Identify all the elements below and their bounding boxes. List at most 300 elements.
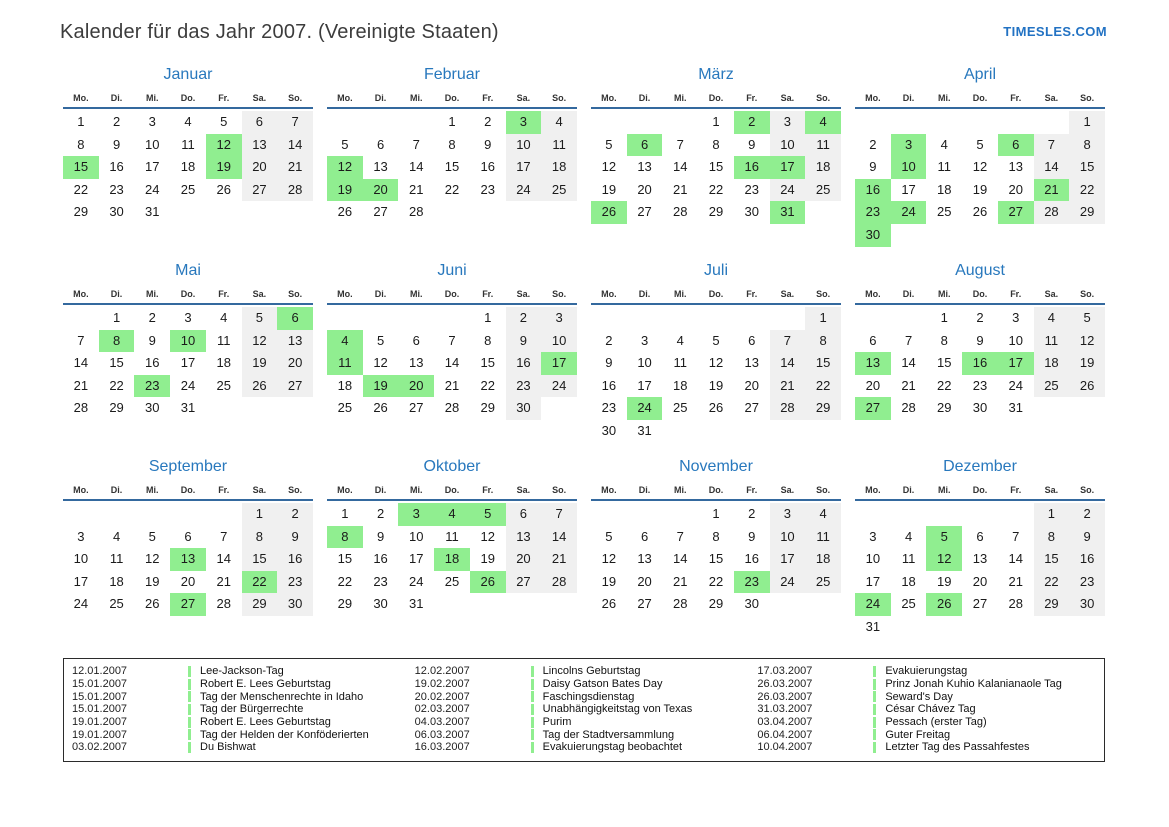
day-cell: 15 [937,355,952,371]
legend-entry [72,690,415,703]
day-cell: 29 [1069,201,1105,224]
day-cell: 19 [601,573,617,589]
legend-date: 03.04.2007 [757,716,813,729]
day-cell: 12 [601,159,617,175]
month-days-grid [327,503,577,616]
day-cell: 28 [409,204,424,220]
weekday-header-row [591,289,841,303]
day-cell: 14 [277,134,313,157]
day-cell-holiday: 23 [134,375,170,398]
month-days-grid [63,503,313,616]
legend-holiday-name: Robert E. Lees Geburtstag [200,716,331,729]
day-cell-holiday: 20 [363,179,399,202]
day-cell: 14 [673,159,688,175]
month-title: Juli [703,262,728,279]
weekday-label: Mi. [410,485,423,495]
day-cell: 11 [673,355,688,371]
weekday-label: Sa. [780,485,795,495]
legend-entry [757,703,1100,716]
day-cell-holiday: 27 [855,397,891,420]
weekday-header-row [855,289,1105,303]
holiday-marker-icon [531,679,534,690]
weekday-label: Mo. [865,289,881,299]
day-cell: 28 [901,400,916,416]
empty-cell [206,503,242,526]
day-cell: 5 [148,528,156,544]
empty-cell [63,307,99,330]
day-cell: 15 [109,355,124,371]
day-cell: 7 [277,111,313,134]
weekday-label: Fr. [1010,485,1022,495]
day-cell: 18 [901,573,916,589]
day-cell-holiday: 20 [398,375,434,398]
day-cell: 1 [77,114,85,129]
weekday-label: So. [552,485,567,495]
day-cell: 14 [444,355,460,371]
day-cell: 7 [676,136,684,152]
legend-entry [72,741,415,754]
day-cell: 19 [480,551,495,567]
legend-entry [72,678,415,691]
weekday-label: Do. [180,485,196,495]
empty-cell [627,307,663,330]
day-cell: 28 [673,204,688,220]
weekday-label: Di. [902,93,915,103]
month-rule [63,107,313,109]
day-cell: 28 [673,596,688,612]
day-cell-holiday: 10 [891,156,927,179]
weekday-label: Mo. [337,289,353,299]
holiday-marker-icon [531,729,534,740]
day-cell-holiday: 8 [99,330,135,353]
day-cell: 21 [277,156,313,179]
month-rule [591,107,841,109]
holiday-marker-icon [188,729,191,740]
day-cell-holiday: 12 [206,134,242,157]
day-cell: 15 [480,355,495,371]
day-cell: 30 [277,593,313,616]
day-cell: 15 [805,352,841,375]
day-cell: 23 [744,181,759,197]
legend-holiday-name: Letzter Tag des Passahfestes [885,741,1030,754]
month-title: September [148,458,228,475]
day-cell-holiday: 24 [855,593,891,616]
legend-holiday-name: Evakuierungstag [885,665,968,678]
empty-cell [398,111,434,134]
day-cell: 13 [277,330,313,353]
legend-holiday-name: Purim [542,716,572,729]
day-cell-holiday: 27 [998,201,1034,224]
day-cell: 27 [744,400,759,416]
weekday-label: Mo. [73,485,89,495]
day-cell-holiday: 16 [734,156,770,179]
day-cell: 20 [637,181,652,197]
day-cell: 5 [242,307,278,330]
weekday-header-row [327,93,577,107]
day-cell: 15 [1034,548,1070,571]
page-title: Kalender für das Jahr 2007. (Vereinigte Staaten) [60,21,499,43]
day-cell-holiday: 4 [434,503,470,526]
day-cell-holiday: 2 [734,111,770,134]
day-cell: 20 [180,573,196,589]
day-cell: 17 [637,377,652,393]
legend-holiday-name: Unabhängigkeitstag von Texas [542,703,693,716]
day-cell: 14 [901,355,916,371]
empty-cell [962,111,998,134]
weekday-label: Mi. [938,93,951,103]
weekday-header-row [63,93,313,107]
holiday-marker-icon [873,742,876,753]
empty-cell [662,111,698,134]
legend-date: 31.03.2007 [757,703,813,716]
weekday-label: Do. [444,93,460,103]
weekday-label: Mo. [601,485,617,495]
day-cell: 19 [1069,352,1105,375]
day-cell-holiday: 21 [1034,179,1070,202]
day-cell: 23 [972,377,988,393]
weekday-label: Mo. [337,485,353,495]
weekday-label: So. [816,485,831,495]
day-cell: 14 [409,159,424,175]
month-rule [63,303,313,305]
empty-cell [998,111,1034,134]
weekday-label: Di. [902,289,915,299]
day-cell: 22 [73,181,89,197]
weekday-label: Sa. [780,93,795,103]
day-cell-holiday: 26 [591,201,627,224]
weekday-label: Sa. [252,93,267,103]
weekday-label: Mo. [73,289,89,299]
day-cell: 7 [676,528,684,544]
day-cell: 5 [341,136,349,152]
day-cell: 1 [448,114,456,129]
weekday-header-row [327,485,577,499]
empty-cell [170,503,206,526]
day-cell: 14 [216,551,231,567]
holiday-marker-icon [188,679,191,690]
legend-holiday-name: Guter Freitag [885,728,951,741]
weekday-header-row [591,485,841,499]
day-cell: 20 [744,377,759,393]
day-cell-holiday: 17 [541,352,577,375]
day-cell: 29 [337,596,353,612]
day-cell: 19 [601,181,617,197]
month-days-grid [63,307,313,420]
day-cell: 21 [409,181,424,197]
day-cell: 27 [277,375,313,398]
day-cell: 20 [637,573,652,589]
month-title: November [679,458,753,475]
day-cell: 22 [109,377,124,393]
weekday-label: Sa. [780,289,795,299]
day-cell: 8 [940,332,948,348]
weekday-label: Sa. [252,289,267,299]
day-cell: 29 [805,397,841,420]
day-cell: 7 [412,136,420,152]
day-cell-holiday: 17 [770,156,806,179]
legend-holiday-name: Du Bishwat [200,741,256,754]
empty-cell [398,307,434,330]
day-cell: 10 [145,136,160,152]
day-cell: 14 [673,551,688,567]
day-cell-holiday: 26 [926,593,962,616]
legend-date: 15.01.2007 [72,690,128,703]
weekday-header-row [855,93,1105,107]
empty-cell [698,307,734,330]
day-cell: 9 [484,136,492,152]
day-cell: 15 [337,551,353,567]
day-cell: 8 [1069,134,1105,157]
day-cell: 17 [73,573,89,589]
day-cell: 19 [972,181,988,197]
month-block [327,66,577,224]
day-cell-holiday: 26 [470,571,506,594]
day-cell: 11 [1034,330,1070,353]
day-cell: 3 [541,307,577,330]
month-days-grid [327,111,577,224]
brand-link[interactable]: TIMESLES.COM [1003,24,1107,39]
legend-holiday-name: Pessach (erster Tag) [885,716,987,729]
day-cell: 22 [805,375,841,398]
day-cell: 12 [145,551,160,567]
weekday-label: Fr. [218,93,230,103]
day-cell: 17 [865,573,881,589]
day-cell: 1 [1034,503,1070,526]
month-block [63,262,313,420]
weekday-label: Mi. [146,485,159,495]
day-cell: 13 [409,355,424,371]
day-cell: 8 [242,526,278,549]
day-cell: 27 [409,400,424,416]
legend-holiday-name: Faschingsdienstag [542,690,635,703]
empty-cell [734,307,770,330]
legend-entry [72,716,415,729]
day-cell: 29 [109,400,124,416]
weekday-label: So. [552,289,567,299]
empty-cell [926,111,962,134]
day-cell: 18 [337,377,353,393]
day-cell: 23 [373,573,388,589]
weekday-label: Do. [708,93,724,103]
weekday-label: Do. [972,93,988,103]
weekday-label: Mi. [674,485,687,495]
legend-date: 15.01.2007 [72,678,128,691]
day-cell: 25 [541,179,577,202]
day-cell: 29 [937,400,952,416]
day-cell: 13 [373,159,388,175]
day-cell: 18 [541,156,577,179]
month-title: Januar [163,66,213,83]
weekday-label: Fr. [482,289,494,299]
day-cell-holiday: 12 [926,548,962,571]
empty-cell [99,503,135,526]
month-rule [591,499,841,501]
day-cell: 21 [1008,573,1023,589]
legend-entry [757,741,1100,754]
legend-holiday-name: Prinz Jonah Kuhio Kalanianaole Tag [885,678,1062,691]
legend-entry [757,690,1100,703]
day-cell: 16 [373,551,388,567]
weekday-label: Mi. [146,93,159,103]
day-cell: 15 [708,551,724,567]
month-rule [855,107,1105,109]
legend-entry [415,728,758,741]
day-cell: 1 [112,310,121,325]
legend-holiday-name: Evakuierungstag beobachtet [542,741,683,754]
day-cell: 4 [184,114,192,129]
day-cell: 11 [445,528,459,544]
legend-date: 20.02.2007 [414,690,470,703]
legend-column [757,665,1100,754]
day-cell: 10 [770,134,806,157]
legend-holiday-name: Robert E. Lees Geburtstag [200,678,331,691]
legend-date: 17.03.2007 [757,665,813,678]
day-cell: 11 [181,136,195,152]
day-cell-holiday: 12 [327,156,363,179]
weekday-label: So. [1080,485,1095,495]
empty-cell [662,307,698,330]
day-cell: 8 [712,136,720,152]
day-cell: 18 [673,377,688,393]
day-cell: 2 [484,114,492,129]
day-cell: 25 [444,573,460,589]
weekday-label: Di. [110,485,123,495]
day-cell: 30 [145,400,160,416]
day-cell-holiday: 30 [855,224,891,247]
weekday-label: Fr. [746,289,758,299]
month-block [855,66,1105,247]
month-block [327,458,577,616]
day-cell: 11 [216,332,231,348]
day-cell: 18 [805,548,841,571]
month-title: Mai [175,262,201,279]
empty-cell [327,307,363,330]
day-cell: 1 [242,503,278,526]
day-cell: 7 [1034,134,1070,157]
legend-entry [757,678,1100,691]
day-cell-holiday: 5 [926,526,962,549]
day-cell: 16 [480,159,495,175]
day-cell: 16 [601,377,617,393]
day-cell: 23 [1069,571,1105,594]
day-cell: 25 [673,400,688,416]
month-block [855,458,1105,639]
day-cell: 5 [976,136,984,152]
day-cell: 22 [708,181,724,197]
empty-cell [998,503,1034,526]
weekday-label: Fr. [1010,93,1022,103]
day-cell: 31 [865,618,881,634]
month-days-grid [327,307,577,420]
day-cell: 6 [184,528,192,544]
day-cell: 9 [277,526,313,549]
weekday-label: Fr. [746,93,758,103]
empty-cell [662,503,698,526]
day-cell: 10 [637,355,652,371]
day-cell: 27 [972,596,988,612]
day-cell: 28 [216,596,231,612]
legend-holiday-name: César Chávez Tag [885,703,976,716]
day-cell-holiday: 8 [327,526,363,549]
day-cell: 30 [744,596,759,612]
holiday-marker-icon [873,729,876,740]
day-cell: 7 [77,332,85,348]
day-cell: 20 [972,573,988,589]
weekday-label: Sa. [252,485,267,495]
weekday-label: Mo. [865,485,881,495]
day-cell: 26 [972,204,988,220]
day-cell: 23 [601,400,617,416]
day-cell: 4 [1034,307,1070,330]
weekday-label: Di. [374,289,387,299]
day-cell: 29 [73,204,89,220]
day-cell-holiday: 4 [805,111,841,134]
day-cell: 5 [605,136,613,152]
month-title: August [955,262,1005,279]
day-cell: 18 [216,355,231,371]
day-cell: 21 [673,181,688,197]
day-cell: 9 [748,136,756,152]
day-cell: 27 [506,571,542,594]
day-cell: 4 [220,310,228,325]
day-cell: 1 [1069,111,1105,134]
weekday-label: So. [1080,289,1095,299]
day-cell: 22 [480,377,495,393]
day-cell: 17 [145,159,160,175]
empty-cell [363,307,399,330]
day-cell: 25 [180,181,196,197]
weekday-label: Mo. [601,289,617,299]
day-cell: 6 [242,111,278,134]
day-cell: 24 [180,377,196,393]
day-cell: 19 [937,573,952,589]
day-cell: 24 [541,375,577,398]
day-cell: 21 [73,377,89,393]
weekday-label: Mi. [410,93,423,103]
legend-date: 10.04.2007 [757,741,813,754]
day-cell: 4 [940,136,948,152]
legend-date: 06.03.2007 [414,728,470,741]
month-rule [591,303,841,305]
day-cell: 24 [145,181,160,197]
legend-date: 19.01.2007 [72,716,128,729]
legend-holiday-name: Tag der Helden der Konföderierten [200,728,369,741]
weekday-label: Di. [374,485,387,495]
day-cell: 18 [180,159,196,175]
month-title: Februar [423,66,481,83]
weekday-label: So. [816,93,831,103]
day-cell: 7 [220,528,228,544]
month-rule [855,499,1105,501]
day-cell: 10 [865,551,881,567]
weekday-label: Do. [444,289,460,299]
day-cell: 14 [1034,156,1070,179]
legend-entry [415,665,758,678]
weekday-label: Do. [708,485,724,495]
weekday-label: Mo. [73,93,89,103]
day-cell: 22 [708,573,724,589]
day-cell: 23 [506,375,542,398]
day-cell: 7 [448,332,456,348]
day-cell: 21 [541,548,577,571]
weekday-label: Mi. [410,289,423,299]
holiday-marker-icon [531,742,534,753]
weekday-label: Do. [972,289,988,299]
day-cell: 10 [541,330,577,353]
day-cell: 10 [1008,332,1023,348]
day-cell: 11 [541,134,577,157]
day-cell: 8 [1034,526,1070,549]
